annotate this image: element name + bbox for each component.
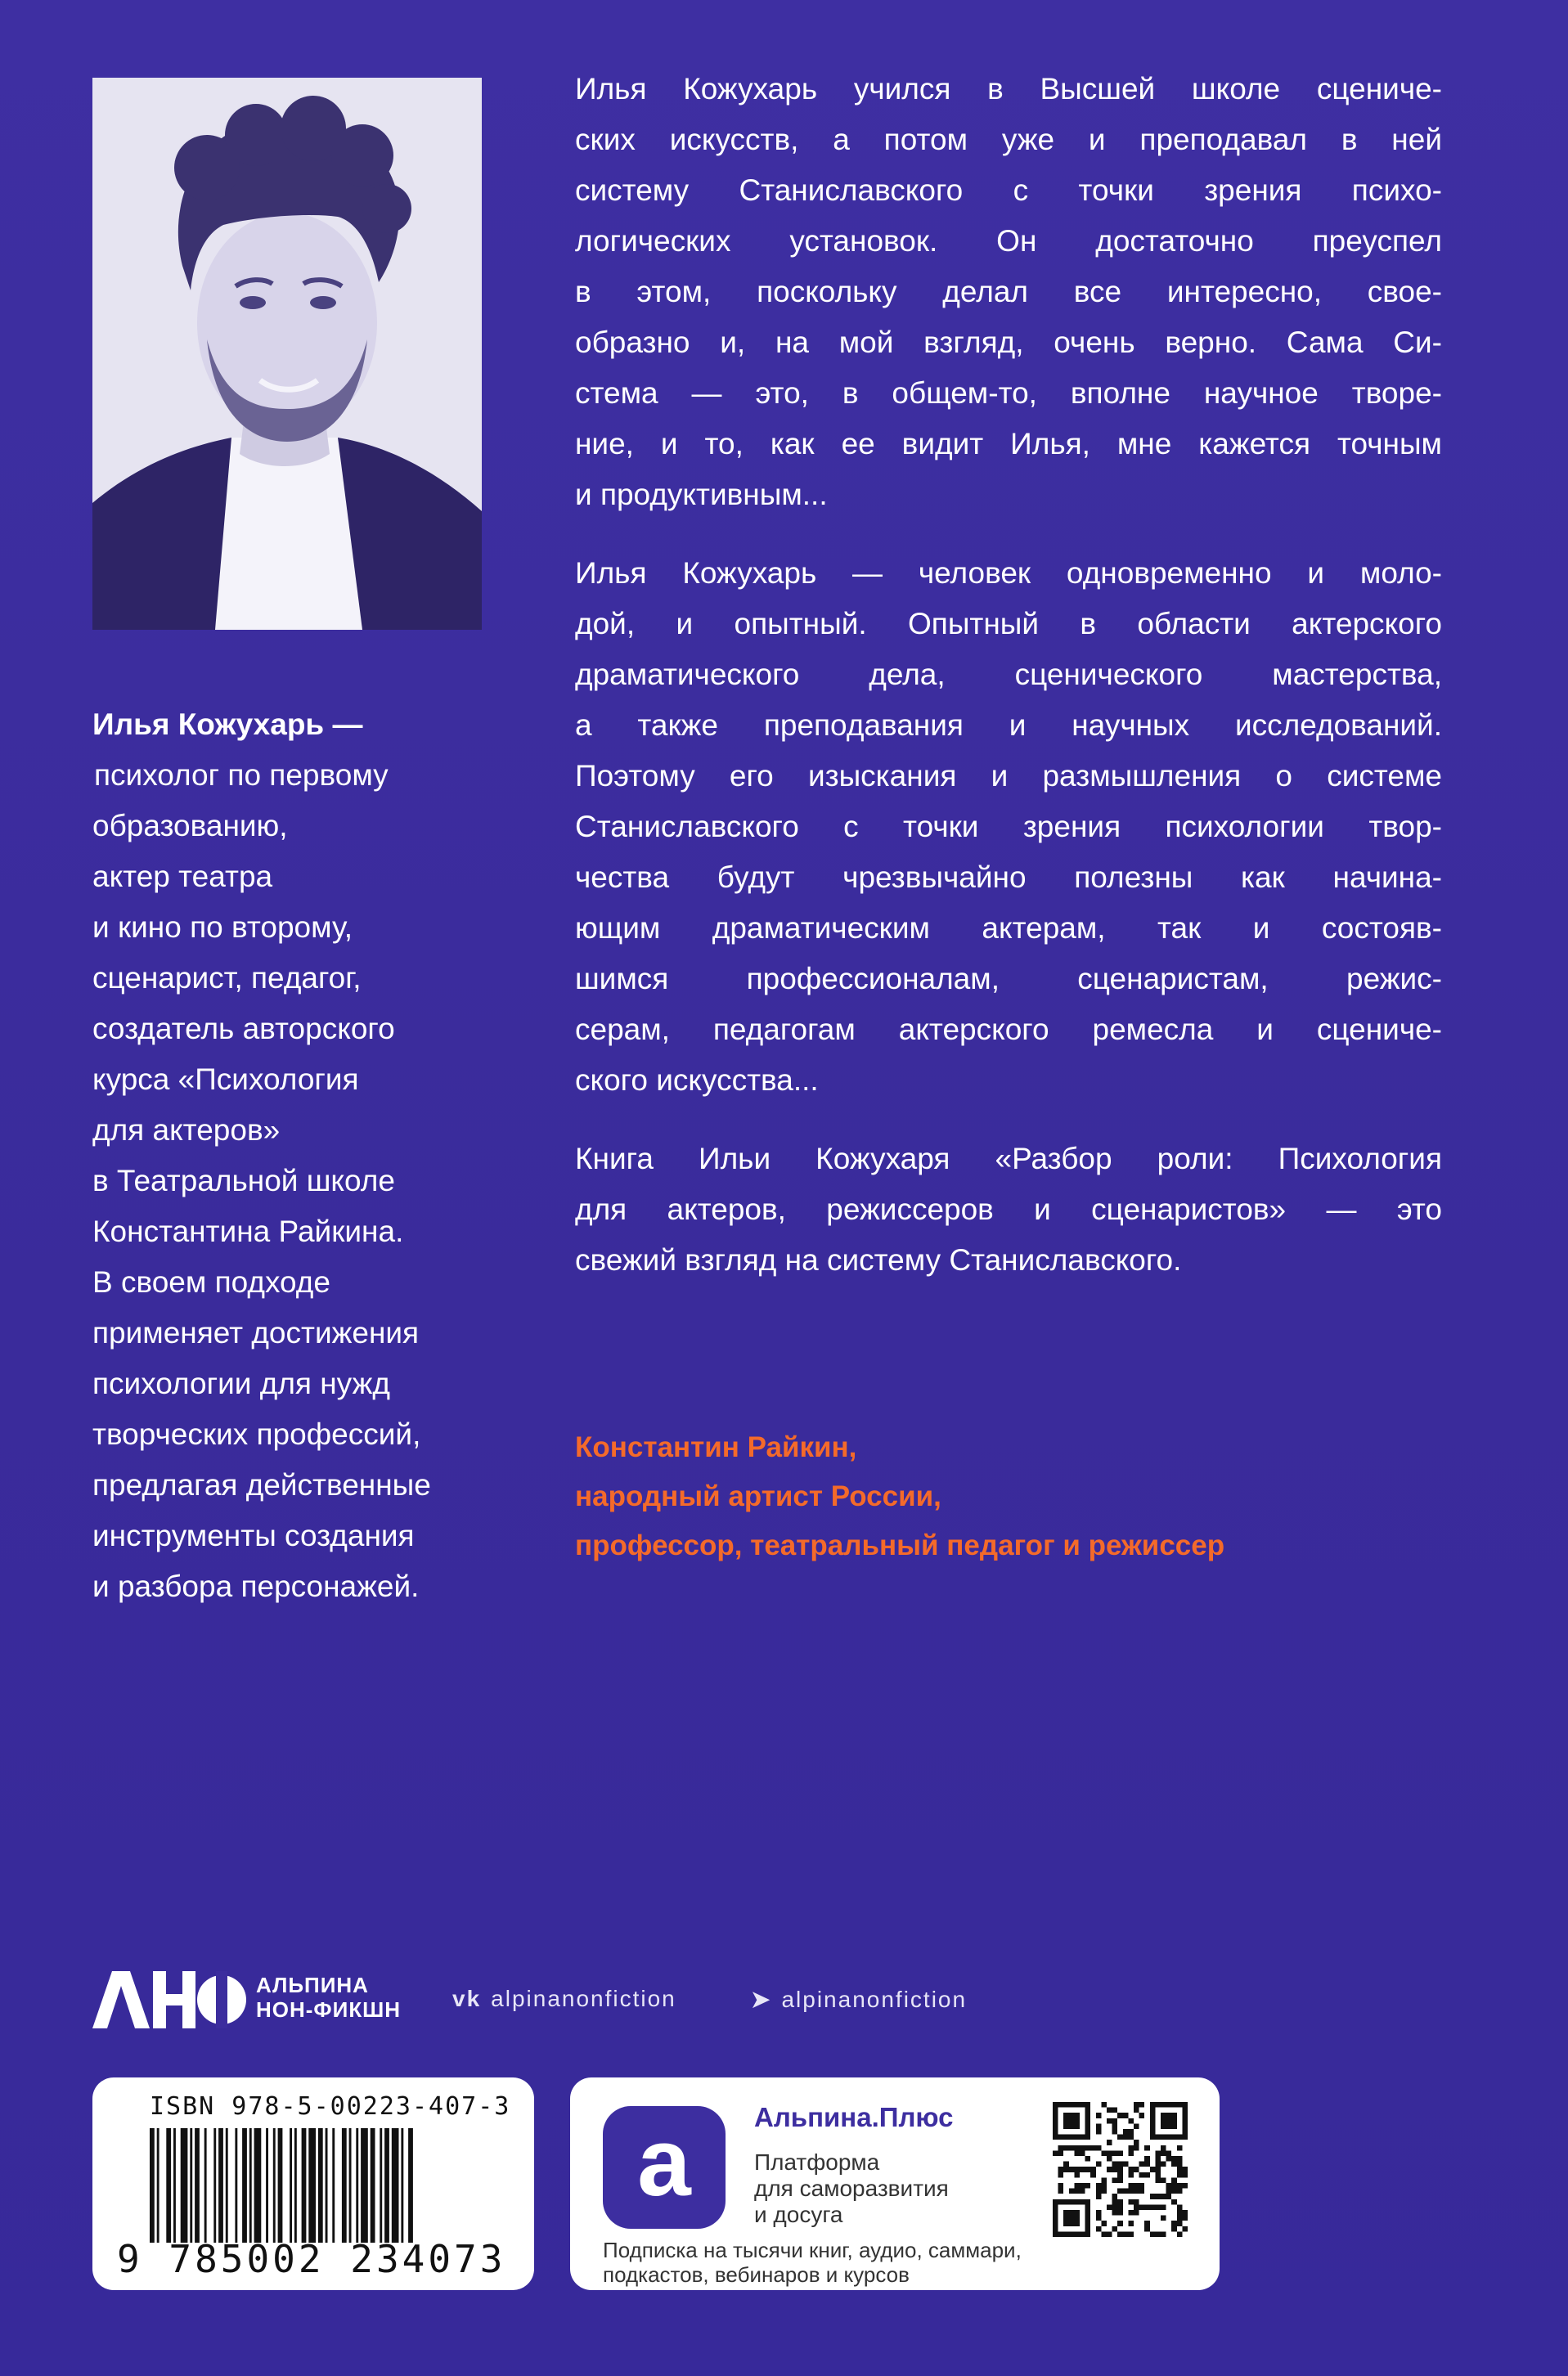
bio-line: образованию, — [92, 809, 288, 842]
bio-line: в Театральной школе — [92, 1164, 395, 1197]
bio-line: Константина Райкина. — [92, 1215, 404, 1248]
bio-line: курса «Психология — [92, 1062, 359, 1096]
bio-line: применяет достижения — [92, 1316, 420, 1350]
review-line: Илья Кожухарь — человек одновременно и моло- — [575, 556, 1442, 590]
bio-line: создатель авторского — [92, 1012, 395, 1045]
review-line: серам, педагогам актерского ремесла и сцениче- — [575, 1013, 1442, 1046]
signature-name: Константин Райкин, — [575, 1431, 857, 1463]
review-line: ского искусства... — [575, 1063, 819, 1097]
review-line: ющим драматическим актерам, так и состояв- — [575, 911, 1442, 945]
author-bio — [92, 699, 485, 1612]
bio-line: сценарист, педагог, — [92, 961, 362, 995]
review-text — [575, 64, 1442, 1314]
qr-code-icon[interactable] — [1053, 2102, 1188, 2237]
bio-line: психологии для нужд — [92, 1367, 390, 1400]
review-line: дой, и опытный. Опытный в области актерского — [575, 607, 1442, 640]
review-line: для актеров, режиссеров и сценаристов» — это — [575, 1192, 1442, 1226]
vk-handle: alpinanonfiction — [491, 1986, 676, 2011]
publisher-logo-icon — [92, 1971, 248, 2028]
alpina-plus-description — [754, 2149, 949, 2228]
alpina-plus-title: Альпина.Плюс — [754, 2102, 954, 2132]
review-line: Поэтому его изыскания и размышления о системе — [575, 759, 1442, 793]
bio-line: и разбора персонажей. — [92, 1570, 420, 1603]
barcode-bars — [150, 2128, 493, 2243]
review-line: чества будут чрезвычайно полезны как начина- — [575, 860, 1442, 894]
publisher-row — [92, 1963, 1401, 2045]
desc-line: и досуга — [754, 2202, 843, 2227]
review-line: Станиславского с точки зрения психологии твор- — [575, 810, 1442, 843]
review-line: логических установок. Он достаточно преуспел — [575, 224, 1442, 258]
review-line: систему Станиславского с точки зрения психо- — [575, 173, 1442, 207]
review-line: свежий взгляд на систему Станиславского. — [575, 1243, 1182, 1277]
vk-icon: vk — [452, 1986, 482, 2011]
author-name: Илья Кожухарь — — [92, 707, 363, 741]
desc-line: для саморазвития — [754, 2176, 949, 2201]
review-paragraph-2 — [575, 548, 1442, 1106]
signature-title: профессор, театральный педагог и режиссер — [575, 1529, 1225, 1561]
barcode-panel — [92, 2077, 534, 2290]
review-line: образно и, на мой взгляд, очень верно. Сама Си- — [575, 326, 1442, 359]
sub-line: подкастов, вебинаров и курсов — [603, 2262, 910, 2287]
review-line: стема — это, в общем-то, вполне научное творе- — [575, 376, 1442, 410]
vk-link[interactable] — [452, 1986, 676, 2012]
bio-line: В своем подходе — [92, 1265, 330, 1299]
review-line: драматического дела, сценического мастерства, — [575, 658, 1442, 691]
ean-number: 9 785002 234073 — [117, 2237, 506, 2281]
telegram-link[interactable] — [751, 1986, 967, 2013]
telegram-icon: ➤ — [751, 1987, 772, 2012]
review-line: ских искусств, а потом уже и преподавал в ней — [575, 123, 1442, 156]
bio-line: творческих профессий, — [92, 1417, 421, 1451]
review-paragraph-1 — [575, 64, 1442, 520]
publisher-name-line1: АЛЬПИНА — [256, 1973, 369, 1997]
publisher-name-line2: НОН-ФИКШН — [256, 1997, 402, 2022]
isbn-text: ISBN 978-5-00223-407-3 — [150, 2092, 511, 2121]
review-line: ние, и то, как ее видит Илья, мне кажется точным — [575, 427, 1442, 460]
review-line: Илья Кожухарь учился в Высшей школе сцениче- — [575, 72, 1442, 106]
sub-line: Подписка на тысячи книг, аудио, саммари, — [603, 2238, 1022, 2262]
review-paragraph-3 — [575, 1134, 1442, 1286]
bio-line: предлагая действенные — [92, 1468, 431, 1502]
app-glyph: a — [637, 2109, 691, 2217]
bio-line: и кино по второму, — [92, 910, 353, 944]
alpina-plus-app-icon — [603, 2106, 726, 2229]
review-line: а также преподавания и научных исследований. — [575, 708, 1442, 742]
bio-line: психолог по первому — [94, 758, 389, 792]
review-line: шимся профессионалам, сценаристам, режис- — [575, 962, 1442, 995]
review-line: Книга Ильи Кожухаря «Разбор роли: Психология — [575, 1142, 1442, 1175]
review-signature — [575, 1423, 1224, 1570]
signature-title: народный артист России, — [575, 1480, 941, 1512]
bio-line: инструменты создания — [92, 1519, 415, 1552]
alpina-plus-subscription — [603, 2238, 1022, 2287]
review-line: в этом, поскольку делал все интересно, свое- — [575, 275, 1442, 308]
publisher-logo-text — [256, 1973, 401, 2022]
alpina-plus-panel — [570, 2077, 1220, 2290]
bio-line: актер театра — [92, 860, 273, 893]
review-line: и продуктивным... — [575, 478, 828, 511]
telegram-handle: alpinanonfiction — [781, 1987, 968, 2012]
desc-line: Платформа — [754, 2149, 880, 2175]
bio-line: для актеров» — [92, 1113, 281, 1147]
author-portrait — [92, 78, 482, 630]
